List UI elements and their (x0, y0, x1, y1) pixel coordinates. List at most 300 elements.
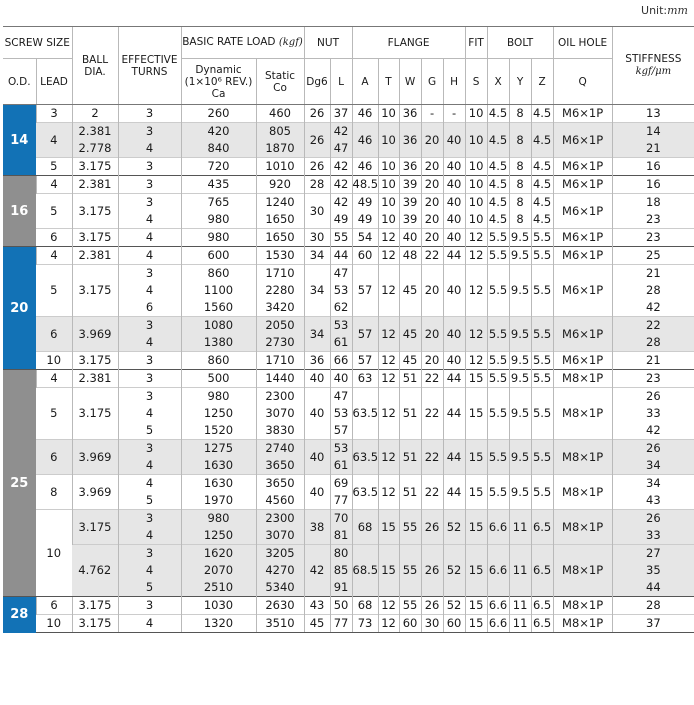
stiffness-value: 26 (646, 511, 661, 525)
flange-w-cell (399, 123, 421, 158)
static-load-value: 1240 (265, 195, 295, 209)
flange-h-value: 40 (446, 212, 462, 226)
bolt-y-value: 8 (516, 195, 524, 209)
flange-a-value: 54 (357, 230, 373, 244)
bolt-x-value: 4.5 (488, 195, 508, 209)
dynamic-load-value: 2070 (203, 563, 234, 577)
flange-a-value: 46 (357, 106, 373, 120)
flange-h-cell (443, 229, 465, 247)
ball-dia-value: 3.969 (78, 484, 112, 499)
nut-dg6-cell (304, 105, 330, 123)
bolt-x-value: 4.5 (488, 132, 508, 147)
oil-hole-q-value: M8×1P (562, 484, 604, 499)
flange-w-value: 48 (402, 248, 418, 262)
nut-length-cell (330, 265, 352, 317)
flange-h-cell (443, 317, 465, 352)
lead-cell: 4 (36, 176, 72, 194)
ball-dia-value: 3.175 (78, 353, 112, 367)
flange-g-value: 20 (424, 212, 440, 226)
oil-hole-q-cell (553, 105, 612, 123)
dynamic-load-value: 1630 (203, 476, 234, 490)
static-load-value: 460 (269, 106, 291, 120)
oil-hole-q-cell (553, 440, 612, 475)
oil-hole-q-value: M8×1P (562, 406, 604, 420)
stiffness-cell (612, 105, 694, 123)
flange-a-value: 63.5 (352, 406, 379, 420)
fit-s-value: 10 (468, 106, 484, 120)
bolt-y-value: 8 (516, 132, 524, 147)
dynamic-load-cell (181, 265, 256, 317)
header-dynamic-text: Dynamic (195, 63, 242, 76)
ball-dia-cell (72, 510, 118, 545)
flange-t-cell (378, 597, 399, 615)
ball-dia-cell (72, 229, 118, 247)
flange-t-cell (378, 176, 399, 194)
flange-t-value: 10 (381, 106, 396, 120)
flange-a-value: 48.5 (352, 177, 379, 191)
fit-s-cell (465, 545, 487, 597)
flange-g-cell (421, 475, 443, 510)
fit-s-value: 10 (468, 132, 484, 147)
static-load-value: 5340 (265, 580, 295, 594)
header-basic-rate-load (181, 27, 304, 59)
flange-w-cell (399, 388, 421, 440)
ball-dia-cell (72, 123, 118, 158)
flange-t-cell (378, 510, 399, 545)
table-row (3, 123, 694, 158)
flange-h-cell (443, 105, 465, 123)
screw-od-cell: 25 (3, 370, 36, 597)
header-nut: NUT (304, 27, 352, 59)
stiffness-value: 16 (646, 159, 661, 173)
stiffness-cell (612, 510, 694, 545)
bolt-z-value: 6.5 (532, 616, 552, 630)
effective-turns-cell (118, 615, 181, 633)
flange-h-cell (443, 597, 465, 615)
flange-t-cell (378, 229, 399, 247)
ball-screw-spec-table (3, 26, 694, 633)
dynamic-load-cell (181, 615, 256, 633)
fit-s-value: 15 (468, 563, 484, 577)
bolt-x-value: 4.5 (488, 212, 508, 226)
flange-t-cell (378, 158, 399, 176)
flange-g-cell (421, 597, 443, 615)
lead-cell: 6 (36, 317, 72, 352)
stiffness-value: 13 (646, 106, 661, 120)
bolt-y-value: 11 (512, 519, 528, 534)
flange-w-cell (399, 176, 421, 194)
lead-cell: 5 (36, 158, 72, 176)
nut-length-cell (330, 440, 352, 475)
static-load-cell (256, 388, 304, 440)
dynamic-load-value: 1080 (203, 318, 234, 332)
bolt-x-cell (487, 194, 509, 229)
header-stiffness-text: STIFFNESS (625, 53, 682, 65)
lead-cell: 5 (36, 194, 72, 229)
flange-h-value: 44 (446, 406, 462, 420)
bolt-z-value: 4.5 (532, 212, 552, 226)
flange-t-value: 12 (381, 484, 396, 499)
effective-turns-value: 4 (145, 458, 154, 472)
table-row (3, 229, 694, 247)
oil-hole-q-cell (553, 194, 612, 229)
header-dynamic (181, 59, 256, 105)
effective-turns-value: 3 (145, 318, 154, 332)
bolt-x-cell (487, 105, 509, 123)
nut-length-value: 77 (333, 493, 349, 507)
bolt-x-cell (487, 265, 509, 317)
flange-g-cell (421, 370, 443, 388)
stiffness-cell (612, 388, 694, 440)
bolt-x-cell (487, 440, 509, 475)
flange-a-value: 46 (357, 159, 373, 173)
static-load-cell (256, 510, 304, 545)
flange-g-value: 20 (424, 159, 440, 173)
flange-a-cell (352, 123, 378, 158)
flange-t-value: 12 (381, 230, 396, 244)
oil-hole-q-cell (553, 510, 612, 545)
table-row (3, 352, 694, 370)
oil-hole-q-value: M8×1P (562, 449, 604, 464)
bolt-y-value: 9.5 (510, 449, 530, 464)
static-load-value: 2630 (265, 598, 295, 612)
flange-h-cell (443, 247, 465, 265)
dynamic-load-cell (181, 352, 256, 370)
stiffness-value: 37 (646, 616, 661, 630)
stiffness-value: 23 (646, 212, 661, 226)
flange-w-value: 51 (402, 371, 418, 385)
bolt-x-value: 6.6 (488, 598, 508, 612)
bolt-y-value: 8 (516, 212, 524, 226)
flange-g-cell (421, 510, 443, 545)
effective-turns-value: 4 (145, 406, 154, 420)
bolt-y-value: 9.5 (510, 371, 530, 385)
ball-dia-value: 3.175 (78, 230, 112, 244)
flange-w-cell (399, 440, 421, 475)
nut-dg6-cell (304, 123, 330, 158)
bolt-x-cell (487, 176, 509, 194)
flange-g-value: 20 (424, 132, 440, 147)
effective-turns-cell (118, 352, 181, 370)
nut-dg6-cell (304, 176, 330, 194)
nut-dg6-value: 40 (309, 371, 325, 385)
effective-turns-cell (118, 317, 181, 352)
static-load-value: 1530 (265, 248, 295, 262)
dynamic-load-value: 1620 (203, 546, 234, 560)
stiffness-value: 27 (646, 546, 661, 560)
bolt-z-cell (531, 545, 553, 597)
table-header (3, 27, 694, 105)
ball-dia-cell (72, 247, 118, 265)
oil-hole-q-value: M8×1P (562, 598, 604, 612)
flange-h-cell (443, 265, 465, 317)
flange-w-cell (399, 615, 421, 633)
flange-t-cell (378, 545, 399, 597)
flange-h-value: 40 (446, 230, 462, 244)
fit-s-cell (465, 194, 487, 229)
flange-g-cell (421, 229, 443, 247)
flange-h-cell (443, 475, 465, 510)
effective-turns-cell (118, 510, 181, 545)
bolt-x-cell (487, 247, 509, 265)
nut-dg6-value: 34 (309, 326, 325, 341)
bolt-x-value: 4.5 (488, 177, 508, 191)
fit-s-cell (465, 229, 487, 247)
bolt-x-cell (487, 388, 509, 440)
flange-w-cell (399, 510, 421, 545)
stiffness-value: 44 (646, 580, 661, 594)
nut-dg6-cell (304, 388, 330, 440)
effective-turns-cell (118, 370, 181, 388)
effective-turns-cell (118, 545, 181, 597)
static-load-cell (256, 158, 304, 176)
bolt-z-cell (531, 176, 553, 194)
flange-a-cell (352, 545, 378, 597)
flange-a-value: 63 (357, 371, 373, 385)
stiffness-cell (612, 158, 694, 176)
flange-t-cell (378, 440, 399, 475)
header-z: Z (531, 59, 553, 105)
ball-dia-cell (72, 105, 118, 123)
flange-g-cell (421, 615, 443, 633)
lead-cell: 5 (36, 265, 72, 317)
bolt-x-value: 5.5 (488, 248, 508, 262)
nut-length-cell (330, 176, 352, 194)
dynamic-load-value: 840 (207, 141, 230, 155)
oil-hole-q-cell (553, 370, 612, 388)
bolt-z-cell (531, 597, 553, 615)
flange-h-value: 52 (446, 519, 462, 534)
bolt-z-value: 4.5 (532, 177, 552, 191)
table-row (3, 265, 694, 317)
flange-h-value: 40 (446, 132, 462, 147)
header-stiffness-unit: kgf/μm (635, 66, 672, 77)
ball-dia-value: 3.175 (78, 203, 112, 218)
flange-a-value: 68 (357, 519, 373, 534)
flange-g-value: 26 (424, 519, 440, 534)
dynamic-load-value: 1250 (203, 528, 234, 542)
table-row (3, 615, 694, 633)
effective-turns-cell (118, 105, 181, 123)
fit-s-cell (465, 352, 487, 370)
fit-s-cell (465, 615, 487, 633)
dynamic-load-value: 2510 (203, 580, 234, 594)
flange-g-value: 22 (424, 406, 440, 420)
stiffness-cell (612, 247, 694, 265)
lead-cell: 6 (36, 597, 72, 615)
screw-od-cell: 20 (3, 247, 36, 370)
ball-dia-value: 3.969 (78, 326, 112, 341)
effective-turns-value: 3 (145, 598, 154, 612)
table-row (3, 247, 694, 265)
flange-g-cell (421, 105, 443, 123)
stiffness-value: 33 (646, 406, 661, 420)
nut-dg6-cell (304, 352, 330, 370)
flange-g-value: - (429, 106, 435, 120)
oil-hole-q-value: M8×1P (562, 563, 604, 577)
flange-g-cell (421, 247, 443, 265)
lead-cell: 8 (36, 475, 72, 510)
nut-length-value: 37 (333, 106, 349, 120)
bolt-z-value: 5.5 (532, 326, 552, 341)
flange-t-value: 10 (381, 132, 396, 147)
flange-w-value: 39 (402, 212, 418, 226)
flange-a-cell (352, 352, 378, 370)
flange-a-cell (352, 317, 378, 352)
bolt-y-value: 8 (516, 159, 524, 173)
flange-h-value: - (451, 106, 457, 120)
effective-turns-value: 5 (145, 580, 154, 594)
bolt-z-cell (531, 194, 553, 229)
bolt-y-value: 11 (512, 616, 528, 630)
bolt-z-cell (531, 440, 553, 475)
bolt-x-cell (487, 317, 509, 352)
static-load-value: 4270 (265, 563, 295, 577)
static-load-value: 3205 (265, 546, 295, 560)
nut-length-cell (330, 194, 352, 229)
dynamic-load-value: 1630 (203, 458, 234, 472)
flange-h-cell (443, 352, 465, 370)
flange-h-value: 44 (446, 449, 462, 464)
dynamic-load-cell (181, 510, 256, 545)
table-row (3, 510, 694, 545)
oil-hole-q-cell (553, 317, 612, 352)
bolt-z-cell (531, 123, 553, 158)
nut-length-value: 47 (333, 141, 349, 155)
oil-hole-q-cell (553, 597, 612, 615)
bolt-y-value: 9.5 (510, 248, 530, 262)
nut-length-value: 70 (333, 511, 349, 525)
bolt-y-cell (509, 545, 531, 597)
stiffness-value: 22 (646, 318, 661, 332)
nut-length-cell (330, 352, 352, 370)
bolt-z-value: 4.5 (532, 132, 552, 147)
effective-turns-value: 4 (145, 476, 154, 490)
bolt-y-cell (509, 615, 531, 633)
flange-a-cell (352, 194, 378, 229)
flange-g-cell (421, 352, 443, 370)
dynamic-load-value: 1275 (203, 441, 234, 455)
flange-g-value: 20 (424, 195, 440, 209)
nut-length-cell (330, 229, 352, 247)
dynamic-load-value: 1100 (203, 283, 234, 297)
stiffness-value: 42 (646, 423, 661, 437)
nut-dg6-cell (304, 597, 330, 615)
fit-s-value: 15 (468, 616, 484, 630)
bolt-x-value: 5.5 (488, 449, 508, 464)
table-body (3, 105, 694, 633)
oil-hole-q-value: M6×1P (562, 106, 604, 120)
dynamic-load-cell (181, 158, 256, 176)
oil-hole-q-cell (553, 176, 612, 194)
bolt-x-cell (487, 370, 509, 388)
effective-turns-value: 6 (145, 300, 154, 314)
flange-w-cell (399, 545, 421, 597)
flange-g-value: 20 (424, 353, 440, 367)
flange-a-cell (352, 247, 378, 265)
dynamic-load-cell (181, 194, 256, 229)
static-load-value: 1010 (265, 159, 295, 173)
flange-a-value: 57 (357, 283, 373, 297)
header-g: G (421, 59, 443, 105)
flange-t-value: 15 (381, 563, 396, 577)
bolt-y-cell (509, 194, 531, 229)
flange-w-cell (399, 597, 421, 615)
bolt-y-cell (509, 247, 531, 265)
nut-length-value: 80 (333, 546, 349, 560)
bolt-z-value: 5.5 (532, 449, 552, 464)
nut-length-value: 42 (333, 124, 349, 138)
table-row (3, 597, 694, 615)
nut-length-value: 57 (333, 423, 349, 437)
bolt-z-value: 4.5 (532, 159, 552, 173)
effective-turns-cell (118, 597, 181, 615)
nut-dg6-cell (304, 194, 330, 229)
nut-length-cell (330, 545, 352, 597)
static-load-value: 3070 (265, 528, 295, 542)
ball-dia-value: 2.381 (78, 177, 112, 191)
oil-hole-q-cell (553, 229, 612, 247)
flange-h-value: 52 (446, 563, 462, 577)
lead-cell: 3 (36, 105, 72, 123)
bolt-y-value: 11 (512, 598, 528, 612)
ball-dia-cell (72, 545, 118, 597)
flange-g-value: 22 (424, 484, 440, 499)
effective-turns-value: 3 (145, 124, 154, 138)
ball-dia-cell (72, 388, 118, 440)
header-a: A (352, 59, 378, 105)
oil-hole-q-value: M6×1P (562, 353, 604, 367)
flange-t-value: 12 (381, 371, 396, 385)
flange-t-value: 10 (381, 195, 396, 209)
static-load-value: 1650 (265, 230, 295, 244)
lead-cell: 10 (36, 615, 72, 633)
fit-s-value: 15 (468, 449, 484, 464)
flange-w-value: 36 (402, 132, 418, 147)
ball-dia-value: 4.762 (78, 563, 112, 577)
stiffness-cell (612, 229, 694, 247)
bolt-y-cell (509, 388, 531, 440)
bolt-z-value: 5.5 (532, 283, 552, 297)
bolt-y-cell (509, 176, 531, 194)
flange-a-cell (352, 440, 378, 475)
dynamic-load-cell (181, 105, 256, 123)
nut-length-value: 81 (333, 528, 349, 542)
header-lead: LEAD (36, 59, 72, 105)
dynamic-load-cell (181, 176, 256, 194)
bolt-z-value: 6.5 (532, 519, 552, 534)
fit-s-value: 12 (468, 248, 484, 262)
effective-turns-value: 4 (145, 335, 154, 349)
flange-h-cell (443, 158, 465, 176)
nut-dg6-cell (304, 545, 330, 597)
header-x: X (487, 59, 509, 105)
ball-dia-value: 2.778 (78, 141, 112, 155)
ball-dia-value: 3.175 (78, 616, 112, 630)
nut-length-value: 61 (333, 458, 349, 472)
oil-hole-q-value: M6×1P (562, 159, 604, 173)
bolt-y-value: 9.5 (510, 484, 530, 499)
nut-dg6-value: 40 (309, 484, 325, 499)
flange-h-cell (443, 440, 465, 475)
ball-dia-cell (72, 194, 118, 229)
static-load-value: 805 (269, 124, 291, 138)
flange-t-value: 10 (381, 159, 396, 173)
flange-h-value: 44 (446, 371, 462, 385)
bolt-y-cell (509, 158, 531, 176)
dynamic-load-value: 1380 (203, 335, 234, 349)
bolt-z-cell (531, 510, 553, 545)
